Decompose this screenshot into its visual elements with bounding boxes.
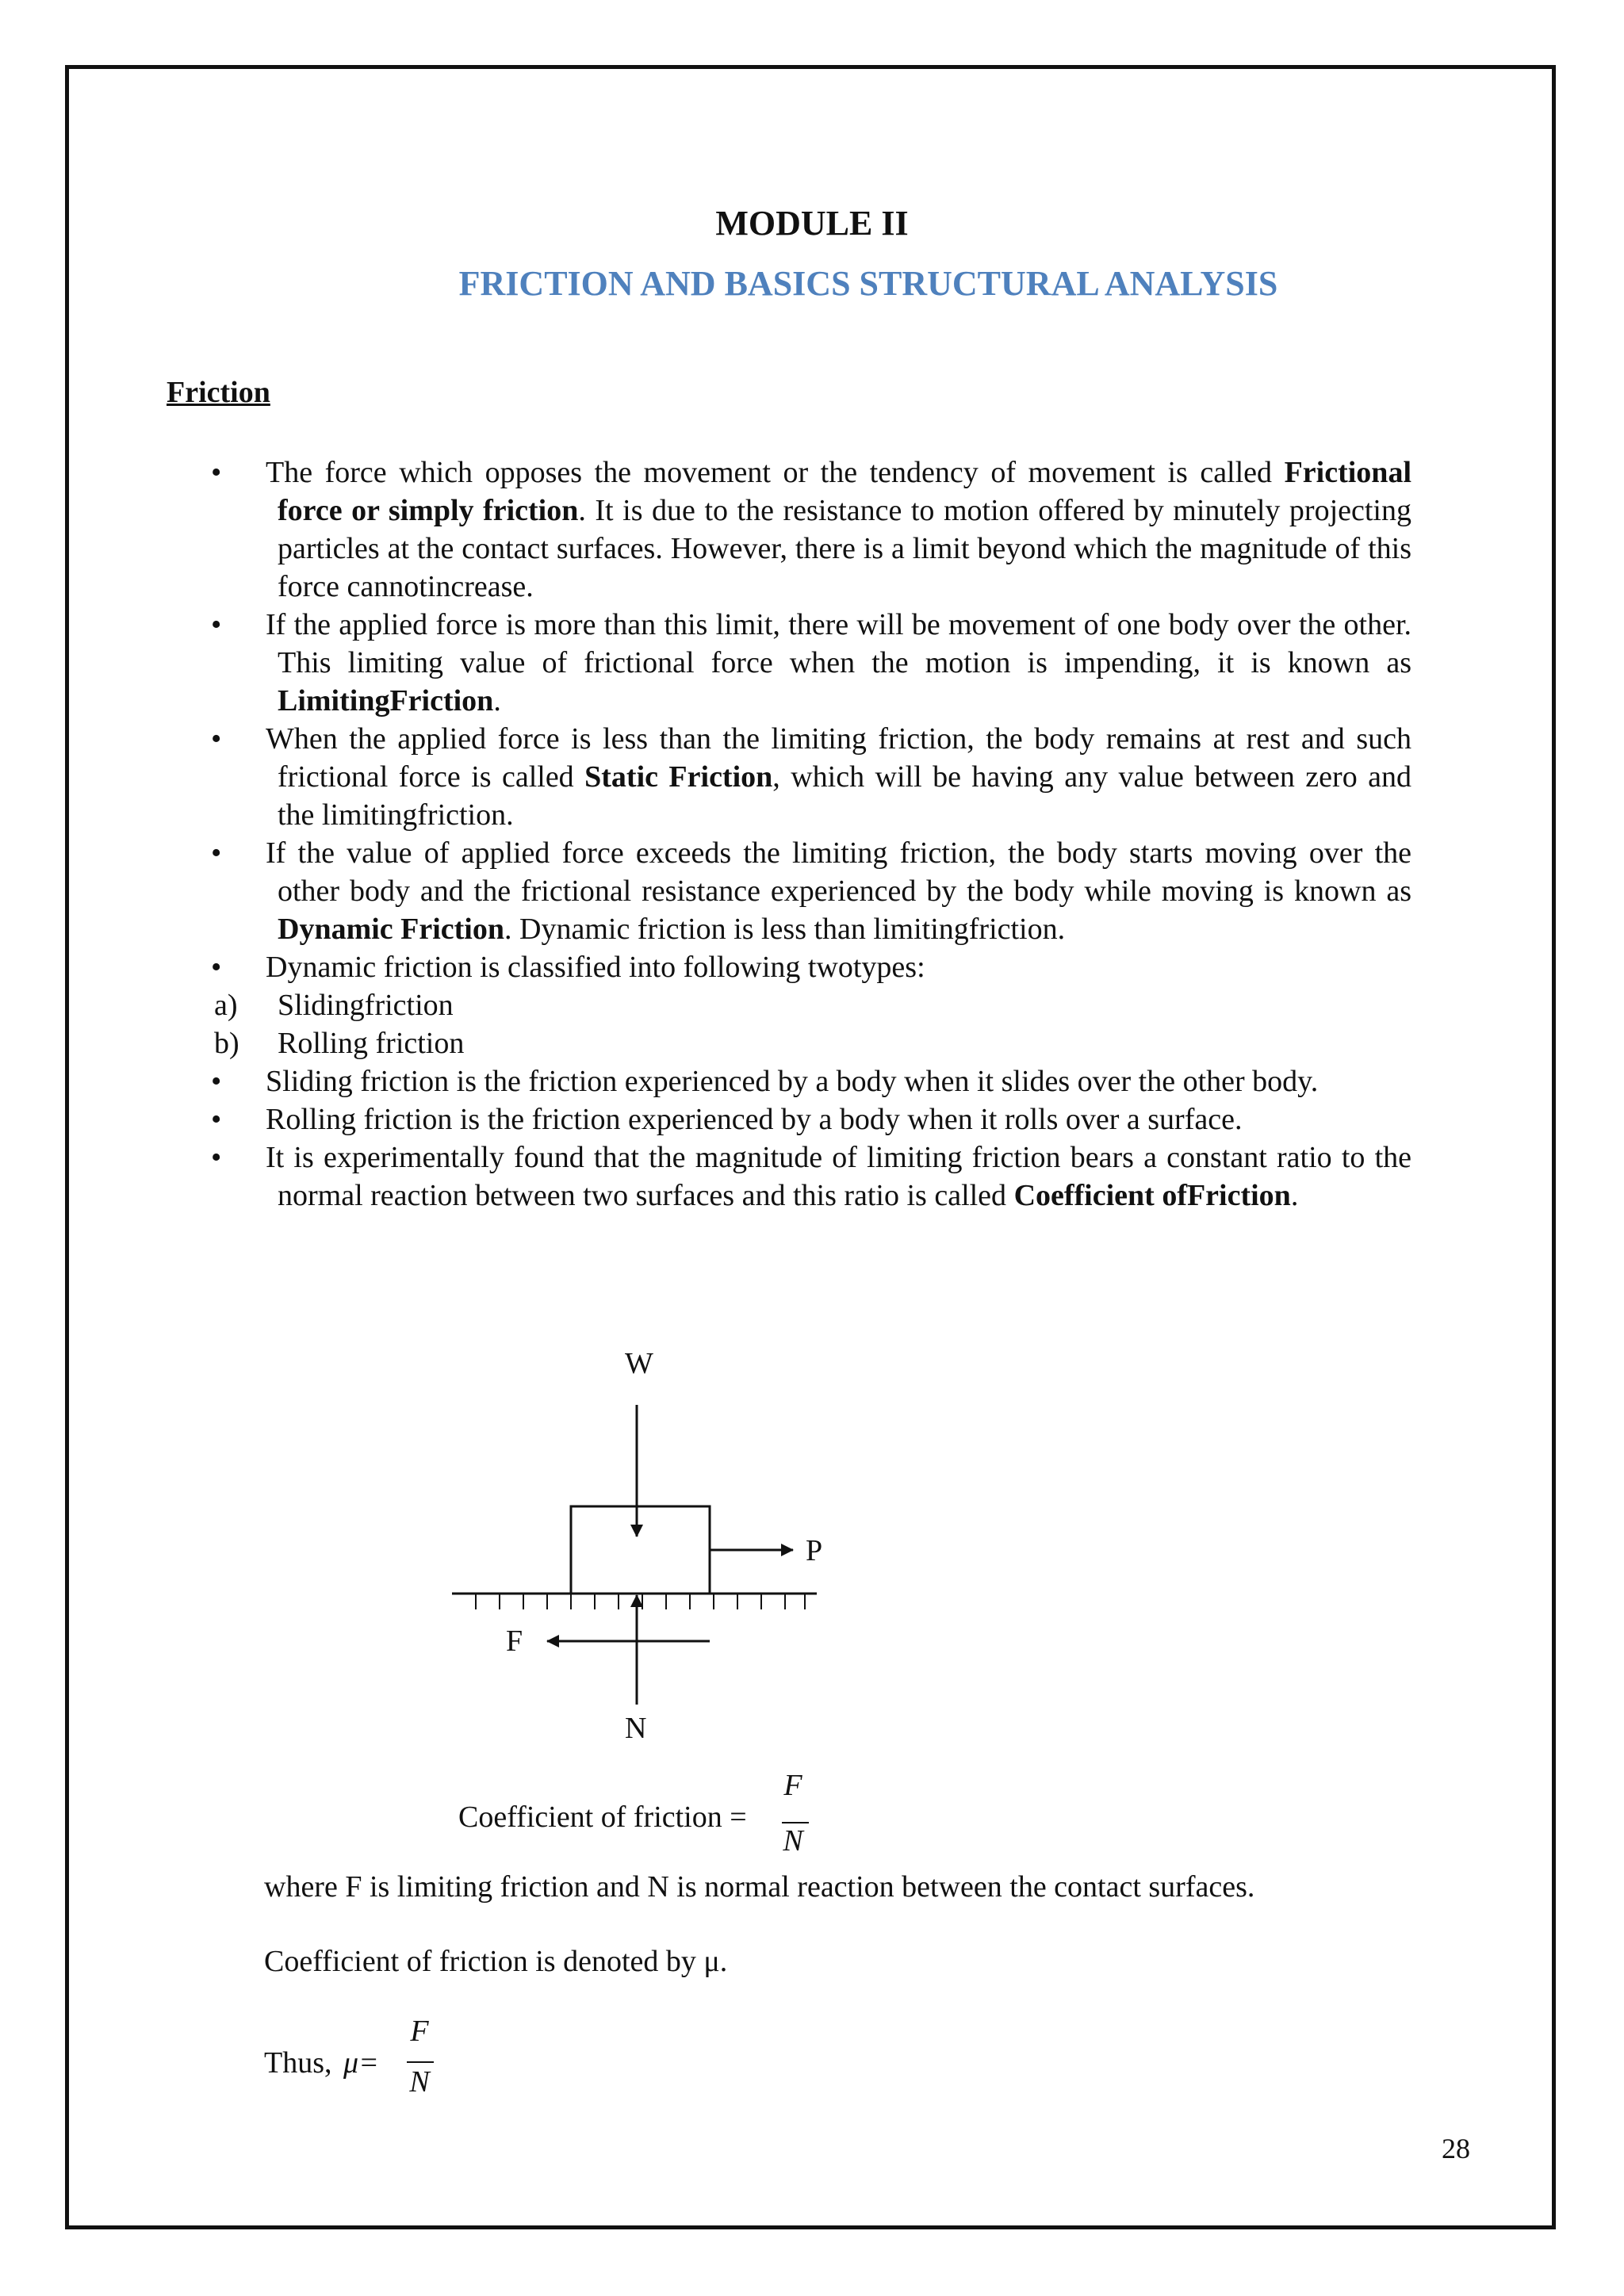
thus-numerator: F <box>410 2015 429 2048</box>
coefficient-formula <box>458 1768 855 1871</box>
block <box>571 1506 710 1594</box>
mu-symbol: μ= <box>343 2046 379 2080</box>
fraction-bar <box>407 2061 434 2063</box>
list-item: • It is experimentally found that the magnitude of limiting friction bears a constant ratio to the normal reaction between two surfaces and this ratio is called Coefficient ofFriction. <box>167 1138 1411 1215</box>
module-title: MODULE II <box>715 204 909 243</box>
bullet-marker: • <box>211 1065 222 1098</box>
alpha-marker: b) <box>214 1027 239 1060</box>
formula-label: Coefficient of friction = <box>458 1800 747 1834</box>
alpha-marker: a) <box>214 989 238 1022</box>
bullet-marker: • <box>211 608 222 641</box>
list-item: • Rolling friction is the friction experienced by a body when it rolls over a surface. <box>167 1100 1411 1138</box>
section-heading: Friction <box>167 376 270 409</box>
bullet-marker: • <box>211 951 222 984</box>
thus-denominator: N <box>409 2065 430 2099</box>
list-item: • When the applied force is less than the limiting friction, the body remains at rest and such frictional force is called Static Friction, which will be having any value between zero and the limitingfriction. <box>167 720 1411 834</box>
formula-numerator: F <box>783 1769 802 1802</box>
list-item: • If the value of applied force exceeds the limiting friction, the body starts moving over the other body and the frictional resistance experienced by the body while moving is known as Dynamic Friction. Dynamic friction is less than limitingfriction. <box>167 834 1411 948</box>
diagram-svg <box>444 1348 841 1744</box>
label-f: F <box>506 1624 523 1658</box>
module-subtitle: FRICTION AND BASICS STRUCTURAL ANALYSIS <box>458 264 1278 303</box>
friction-diagram <box>444 1348 841 1744</box>
label-p: P <box>806 1534 823 1567</box>
bullet-marker: • <box>211 722 222 756</box>
bullet-marker: • <box>211 1103 222 1136</box>
list-item: • The force which opposes the movement or the tendency of movement is called Frictional force or simply friction. It is due to the resistance to motion offered by minutely projecting particles at the contact surfaces. However, there is a limit beyond which the magnitude of this force cannotincrease. <box>167 453 1411 606</box>
formula-denominator: N <box>783 1824 803 1858</box>
label-w: W <box>625 1347 653 1380</box>
list-item: • Sliding friction is the friction experienced by a body when it slides over the other body. <box>167 1062 1411 1100</box>
bullet-marker: • <box>211 456 222 489</box>
list-item: a) Slidingfriction <box>167 986 1411 1024</box>
thus-formula <box>264 2014 502 2109</box>
ground-hatching <box>476 1594 805 1609</box>
bullet-list <box>167 453 1411 1215</box>
list-item: • Dynamic friction is classified into following twotypes: <box>167 948 1411 986</box>
where-text: where F is limiting friction and N is normal reaction between the contact surfaces. <box>264 1870 1255 1904</box>
bullet-marker: • <box>211 1141 222 1174</box>
list-item: • If the applied force is more than this limit, there will be movement of one body over the other. This limiting value of frictional force when the motion is impending, it is known as LimitingFriction. <box>167 606 1411 720</box>
page-number: 28 <box>1442 2133 1470 2164</box>
thus-label: Thus, <box>264 2046 332 2080</box>
denoted-text: Coefficient of friction is denoted by μ. <box>264 1945 728 1978</box>
list-item: b) Rolling friction <box>167 1024 1411 1062</box>
label-n: N <box>625 1712 647 1745</box>
bullet-marker: • <box>211 836 222 870</box>
